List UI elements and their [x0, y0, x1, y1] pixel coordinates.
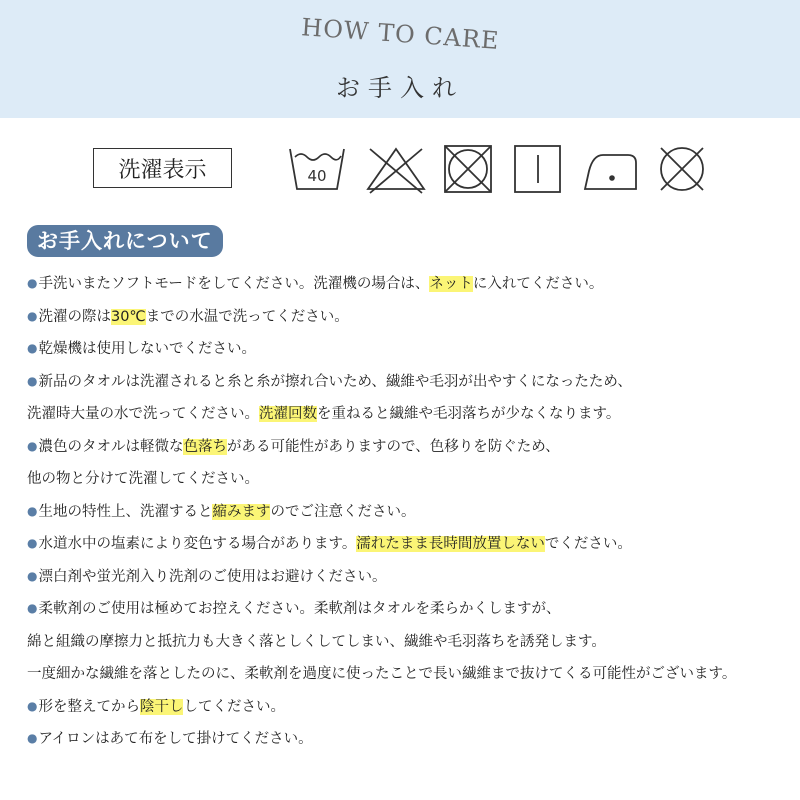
instruction-line: [27, 664, 736, 684]
instruction-line: [27, 599, 560, 619]
instruction-line: [27, 697, 285, 717]
header-title-jp: お手入れ: [336, 74, 464, 102]
instruction-text: 漂白剤や蛍光剤入り洗剤のご使用はお避けください。: [38, 568, 387, 585]
instruction-line: [27, 469, 259, 489]
instruction-text: 形を整えてから: [38, 698, 140, 715]
instruction-line: [27, 307, 349, 327]
bullet-icon: ●: [27, 276, 38, 290]
instruction-line: [27, 534, 632, 554]
instruction-line: [27, 437, 560, 457]
instruction-text: 他の物と分けて洗濯してください。: [27, 471, 259, 487]
section-title: お手入れについて: [27, 225, 223, 257]
care-label: 洗濯表示: [93, 148, 232, 188]
instruction-text: 新品のタオルは洗濯されると糸と糸が擦れ合いため、繊維や毛羽が出やすくになったため、: [38, 373, 632, 390]
instruction-line: [27, 502, 415, 522]
bullet-icon: ●: [27, 568, 38, 583]
instruction-text: 手洗いまたソフトモードをしてください。洗濯機の場合は、: [38, 276, 430, 292]
no-tumble-dry-icon: [442, 143, 494, 195]
bullet-icon: ●: [27, 601, 38, 615]
instruction-text: のでご注意ください。: [270, 503, 416, 520]
instruction-line: [27, 372, 632, 392]
bullet-icon: ●: [27, 341, 38, 355]
bullet-icon: ●: [27, 698, 38, 713]
header-banner: [0, 0, 800, 118]
instruction-text: でください。: [544, 536, 632, 552]
header-title-en: HOW TO CARE: [300, 13, 501, 55]
highlighted-text: 陰干し: [139, 698, 184, 715]
instruction-text: 洗濯の際は: [38, 308, 111, 325]
instruction-text: 水道水中の塩素により変色する場合があります。: [38, 536, 357, 552]
instruction-text: 一度細かな繊維を落としたのに、柔軟剤を過度に使ったことで長い繊維まで抜けてくる可能性がございます。: [27, 666, 737, 682]
no-bleach-icon: [364, 143, 428, 195]
instruction-text: 濃色のタオルは軽微な: [38, 438, 184, 455]
instruction-line: [27, 404, 620, 424]
bullet-icon: ●: [27, 503, 38, 518]
instruction-text: アイロンはあて布をして掛けてください。: [38, 731, 313, 747]
iron-low-icon: [581, 143, 641, 195]
instruction-line: [27, 274, 603, 294]
instruction-text: を重ねると繊維や毛羽落ちが少なくなります。: [317, 406, 621, 422]
no-dry-clean-icon: [656, 143, 708, 195]
bullet-icon: ●: [27, 731, 38, 745]
highlighted-text: 洗濯回数: [259, 406, 317, 422]
instruction-text: 柔軟剤のご使用は極めてお控えください。柔軟剤はタオルを柔らかくしますが、: [38, 601, 561, 617]
instruction-text: がある可能性がありますので、色移りを防ぐため、: [226, 438, 560, 455]
bullet-icon: ●: [27, 373, 38, 388]
highlighted-text: 色落ち: [183, 438, 227, 455]
instruction-line: [27, 632, 606, 652]
wash-40-icon: [287, 143, 347, 195]
instruction-text: 洗濯時大量の水で洗ってください。: [27, 406, 259, 422]
highlighted-text: 縮みます: [212, 503, 271, 520]
wash-temperature: 40: [307, 167, 327, 185]
instruction-line: [27, 339, 256, 359]
highlighted-text: 濡れたまま長時間放置しない: [356, 536, 545, 552]
instruction-text: までの水温で洗ってください。: [145, 308, 349, 325]
bullet-icon: ●: [27, 536, 38, 550]
highlighted-text: ネット: [429, 276, 473, 292]
instruction-text: してください。: [183, 698, 285, 715]
instruction-text: に入れてください。: [472, 276, 604, 292]
instruction-line: [27, 729, 313, 749]
instruction-text: 綿と組織の摩擦力と抵抗力も大きく落としくしてしまい、繊維や毛羽落ちを誘発します。: [27, 633, 606, 650]
bullet-icon: ●: [27, 438, 38, 453]
line-dry-icon: [512, 143, 564, 195]
instruction-text: 乾燥機は使用しないでください。: [38, 341, 256, 357]
instruction-line: [27, 567, 386, 587]
instruction-text: 生地の特性上、洗濯すると: [38, 503, 213, 520]
bullet-icon: ●: [27, 308, 38, 323]
highlighted-text: 30℃: [110, 308, 146, 325]
